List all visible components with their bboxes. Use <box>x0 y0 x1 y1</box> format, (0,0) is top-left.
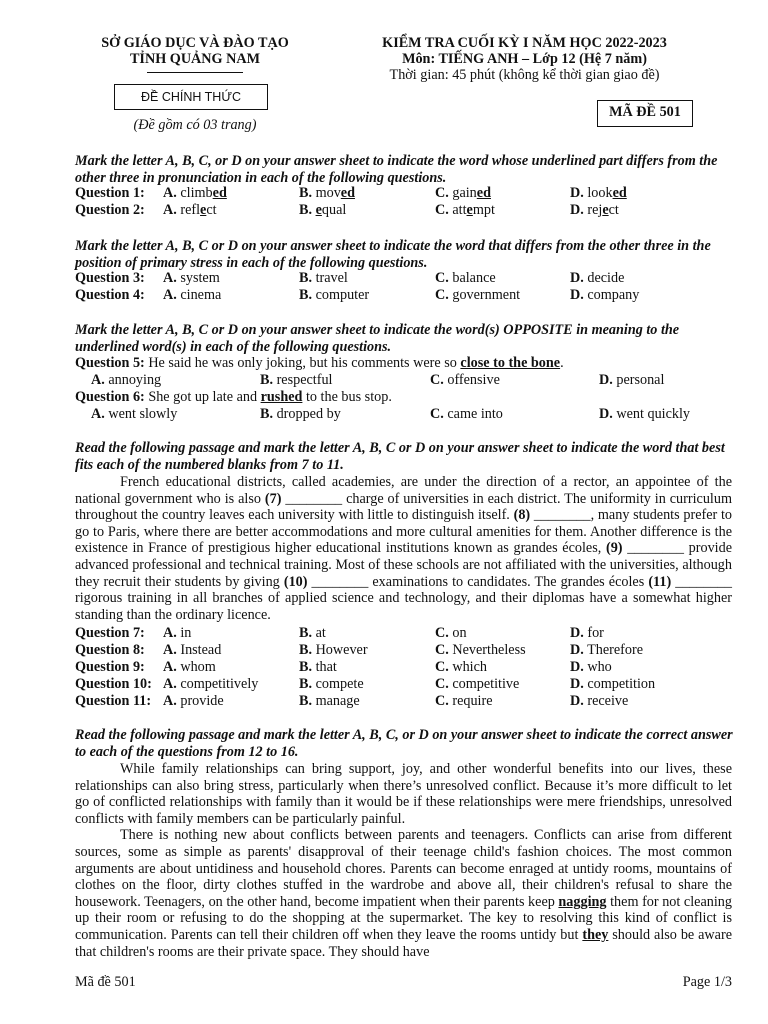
option-letter: B. <box>299 185 313 201</box>
exam-code-box: MÃ ĐỀ 501 <box>597 100 693 127</box>
answer-option <box>570 287 639 304</box>
footer-page-number: Page 1/3 <box>682 974 732 990</box>
option-text: rej <box>587 202 603 218</box>
answer-option <box>260 406 341 423</box>
answer-option <box>599 372 664 389</box>
option-text: personal <box>616 372 665 388</box>
option-letter: C. <box>435 676 449 692</box>
question-label: Question 9: <box>75 659 145 675</box>
question-row <box>75 676 735 693</box>
answer-option <box>570 693 628 710</box>
option-letter: A. <box>163 625 177 641</box>
answer-option <box>299 185 355 202</box>
answer-option <box>299 676 364 693</box>
option-text: ct <box>608 202 619 218</box>
question-5-text-pre: He said he was only joking, but his comments were so <box>144 355 461 371</box>
question-6-text-pre: She got up late and <box>144 389 261 405</box>
answer-option <box>570 676 655 693</box>
option-letter: A. <box>163 642 177 658</box>
option-text: refl <box>180 202 201 218</box>
answer-option <box>260 372 333 389</box>
answer-option <box>91 372 161 389</box>
option-text: came into <box>447 406 503 422</box>
answer-option <box>435 659 487 676</box>
answer-option <box>299 287 369 304</box>
question-5-stem <box>75 355 735 372</box>
option-text: look <box>587 185 613 201</box>
department-name: SỞ GIÁO DỤC VÀ ĐÀO TẠO <box>101 35 289 51</box>
option-text: on <box>452 625 467 641</box>
option-underlined-part: e <box>200 202 207 218</box>
option-text: respectful <box>276 372 333 388</box>
answer-option <box>299 625 326 642</box>
option-text: system <box>180 270 220 286</box>
answer-option <box>570 659 612 676</box>
option-text: gain <box>452 185 477 201</box>
option-letter: B. <box>299 676 313 692</box>
option-letter: D. <box>570 642 584 658</box>
answer-option <box>163 642 221 659</box>
answer-option <box>435 202 495 219</box>
answer-option <box>163 287 221 304</box>
answer-option <box>570 642 643 659</box>
answer-option <box>570 202 619 219</box>
answer-option <box>163 676 258 693</box>
option-text: travel <box>315 270 348 286</box>
header-divider <box>147 72 243 73</box>
exam-title: KIỂM TRA CUỐI KỲ I NĂM HỌC 2022-2023 <box>382 35 667 51</box>
option-underlined-part: e <box>315 202 322 218</box>
option-letter: B. <box>299 625 313 641</box>
passage-text: ________ provide advanced professional and technical training. Most of these schools are not affiliated with the universities, although they recruit their students by giving <box>75 540 732 590</box>
blank-number: (8) <box>513 507 531 524</box>
question-row <box>75 642 735 659</box>
passage-text: them for not cleaning up their room or refusing to do the shopping at the supermarket. The key to resolving this kind of conflict is communication. Parents can tell their children off when they leave the rooms untidy but <box>75 893 732 943</box>
question-label: Question 11: <box>75 693 152 709</box>
question-6-text-post: to the bus stop. <box>302 389 392 405</box>
option-text: who <box>587 659 612 675</box>
option-letter: C. <box>435 287 449 303</box>
option-letter: D. <box>570 693 584 709</box>
option-text: att <box>452 202 467 218</box>
option-letter: D. <box>570 185 584 201</box>
option-letter: C. <box>430 372 444 388</box>
option-letter: D. <box>599 372 613 388</box>
option-text: dropped by <box>276 406 341 422</box>
answer-option <box>163 693 224 710</box>
section2-instruction: Mark the letter A, B, C or D on your answer sheet to indicate the word that differs from the other three in the position of primary stress in each of the following questions. <box>75 238 711 271</box>
question-label: Question 1: <box>75 185 145 201</box>
option-letter: D. <box>570 270 584 286</box>
question-5-label: Question 5: <box>75 355 145 371</box>
option-text: However <box>315 642 368 658</box>
answer-option <box>299 693 360 710</box>
passage-text: ________ rigorous training in all branches of applied science and technology, and their diplomas have a somewhat higher standing than the ordinary licence. <box>75 573 732 623</box>
official-exam-box: ĐỀ CHÍNH THỨC <box>114 84 268 110</box>
section3-instruction: Mark the letter A, B, C or D on your answer sheet to indicate the word(s) OPPOSITE in meaning to the underlined word(s) in each of the following questions. <box>75 322 680 355</box>
option-underlined-part: ed <box>612 185 627 201</box>
option-letter: C. <box>435 642 449 658</box>
option-letter: B. <box>260 406 274 422</box>
option-text: company <box>587 287 640 303</box>
option-text: in <box>180 625 192 641</box>
answer-option <box>299 659 337 676</box>
passage-2-paragraph-2 <box>75 827 732 960</box>
answer-option <box>570 270 624 287</box>
answer-option <box>570 185 627 202</box>
blank-number: (7) <box>264 490 282 507</box>
option-letter: A. <box>163 676 177 692</box>
answer-option <box>163 185 227 202</box>
option-letter: A. <box>163 693 177 709</box>
option-text: annoying <box>108 372 162 388</box>
question-label: Question 3: <box>75 270 145 286</box>
question-row <box>75 287 735 304</box>
option-text: ct <box>206 202 217 218</box>
option-underlined-part: e <box>466 202 473 218</box>
exam-subject: Môn: TIẾNG ANH – Lớp 12 (Hệ 7 năm) <box>402 51 647 67</box>
option-text: whom <box>180 659 216 675</box>
option-letter: A. <box>163 185 177 201</box>
option-letter: B. <box>299 270 313 286</box>
option-underlined-part: ed <box>340 185 355 201</box>
option-text: went slowly <box>108 406 178 422</box>
section1-instruction: Mark the letter A, B, C, or D on your answer sheet to indicate the word whose underlined part differs from the other three in pronunciation in each of the following questions. <box>75 153 718 186</box>
option-letter: A. <box>163 287 177 303</box>
option-letter: A. <box>163 659 177 675</box>
answer-option <box>599 406 690 423</box>
answer-option <box>435 642 526 659</box>
question-label: Question 10: <box>75 676 152 692</box>
question-label: Question 4: <box>75 287 145 303</box>
option-underlined-part: ed <box>212 185 227 201</box>
option-letter: D. <box>570 676 584 692</box>
option-letter: D. <box>570 287 584 303</box>
pages-note: (Đề gồm có 03 trang) <box>133 117 257 133</box>
option-letter: B. <box>299 659 313 675</box>
option-text: manage <box>315 693 360 709</box>
option-letter: C. <box>435 625 449 641</box>
section5-instruction: Read the following passage and mark the letter A, B, C, or D on your answer sheet to indicate the correct answer to each of the questions from 12 to 16. <box>75 727 733 760</box>
answer-option <box>435 693 493 710</box>
option-text: cinema <box>180 287 222 303</box>
question-label: Question 8: <box>75 642 145 658</box>
answer-option <box>570 625 604 642</box>
option-letter: C. <box>435 270 449 286</box>
passage-text: ________ charge of universities in each district. The uniformity in curriculum throughout the country leaves each university with little to distinguish itself. <box>75 490 733 524</box>
answer-option <box>163 659 216 676</box>
section4-instruction: Read the following passage and mark the letter A, B, C or D on your answer sheet to indicate the word that best fits each of the numbered blanks from 7 to 11. <box>75 440 725 473</box>
question-row <box>75 185 735 202</box>
option-text: competitive <box>452 676 520 692</box>
option-letter: B. <box>299 202 313 218</box>
option-text: compete <box>315 676 364 692</box>
answer-option <box>430 406 503 423</box>
answer-option <box>435 270 496 287</box>
option-letter: D. <box>570 625 584 641</box>
answer-option <box>299 202 346 219</box>
option-text: mov <box>315 185 341 201</box>
option-text: for <box>587 625 604 641</box>
option-letter: C. <box>435 202 449 218</box>
passage-text: There is nothing new about conflicts between parents and teenagers. Conflicts can arise from different sources, some as simple as parents' disapproval of their teenage child's fashion choices. The most common arguments are about untidiness and household chores. Parents can become enraged at untidy rooms, mountains of clothes on the floor, dirty clothes stuffed in the wardrobe and above all, their children's refusal to share the housework. Teenagers, on the other hand, become impatient when their parents keep <box>75 827 732 910</box>
passage-text: ________, many students prefer to go to Paris, where there are better accommodations and more cultural amenities for them. Another difference is the existence in France of prestigious higher educational institutions known as grandes écoles, <box>75 507 733 557</box>
option-letter: D. <box>599 406 613 422</box>
option-text: provide <box>180 693 224 709</box>
passage-2-paragraph-1: While family relationships can bring support, joy, and other wonderful benefits into our lives, these relationships can also bring stress, particularly when there’s unresolved conflict. Because it’s more difficult to let go of conflicted relationships with family than it would be if these relationships were mere friendships, unresolved conflicts with family members can be particularly painful. <box>75 761 732 827</box>
blank-number: (11) <box>648 573 672 590</box>
question-6-stem <box>75 389 735 406</box>
option-letter: A. <box>91 372 105 388</box>
question-row <box>75 659 735 676</box>
question-5-text-post: . <box>560 355 564 371</box>
option-letter: C. <box>435 693 449 709</box>
answer-option <box>430 372 500 389</box>
option-text: went quickly <box>616 406 691 422</box>
passage-text: should also be aware that children's rooms are their private space. They should have <box>75 926 732 960</box>
option-text: qual <box>321 202 347 218</box>
question-row <box>75 693 735 710</box>
answer-option <box>435 185 491 202</box>
answer-option <box>163 202 217 219</box>
question-row <box>75 202 735 219</box>
option-text: offensive <box>447 372 500 388</box>
answer-option <box>163 270 220 287</box>
underlined-word: nagging <box>558 893 607 910</box>
passage-text: French educational districts, called academies, are under the direction of a rector, an appointee of the national government who is also <box>75 474 732 507</box>
footer-exam-code: Mã đề 501 <box>75 974 136 990</box>
answer-option <box>299 642 368 659</box>
question-row <box>75 625 735 642</box>
option-letter: D. <box>570 659 584 675</box>
answer-option <box>163 625 191 642</box>
option-letter: C. <box>430 406 444 422</box>
option-letter: A. <box>91 406 105 422</box>
option-text: receive <box>587 693 629 709</box>
answer-option <box>435 625 467 642</box>
option-text: at <box>315 625 326 641</box>
province-name: TỈNH QUẢNG NAM <box>129 51 261 67</box>
option-letter: A. <box>163 202 177 218</box>
option-text: government <box>452 287 521 303</box>
option-letter: C. <box>435 185 449 201</box>
option-text: decide <box>587 270 625 286</box>
option-letter: B. <box>260 372 274 388</box>
option-underlined-part: ed <box>476 185 491 201</box>
option-letter: B. <box>299 693 313 709</box>
option-text: which <box>452 659 488 675</box>
option-letter: A. <box>163 270 177 286</box>
passage-2 <box>75 761 732 960</box>
option-letter: D. <box>570 202 584 218</box>
exam-time: Thời gian: 45 phút (không kể thời gian giao đề) <box>389 67 660 83</box>
blank-number: (10) <box>283 573 308 590</box>
option-text: balance <box>452 270 496 286</box>
question-label: Question 2: <box>75 202 145 218</box>
question-5-underlined: close to the bone <box>460 355 561 371</box>
question-6-underlined: rushed <box>260 389 303 405</box>
underlined-word: they <box>582 926 609 943</box>
option-text: computer <box>315 287 370 303</box>
option-text: climb <box>180 185 213 201</box>
option-text: that <box>315 659 337 675</box>
option-letter: C. <box>435 659 449 675</box>
passage-1 <box>75 474 732 623</box>
passage-text: ________ examinations to candidates. The grandes écoles <box>307 573 649 590</box>
option-text: require <box>452 693 493 709</box>
answer-option <box>435 287 520 304</box>
option-text: mpt <box>472 202 495 218</box>
option-text: Instead <box>180 642 222 658</box>
option-letter: B. <box>299 287 313 303</box>
option-text: Therefore <box>587 642 644 658</box>
answer-option <box>435 676 519 693</box>
option-text: competition <box>587 676 656 692</box>
answer-option <box>299 270 348 287</box>
option-text: Nevertheless <box>452 642 526 658</box>
question-row <box>75 270 735 287</box>
option-letter: B. <box>299 642 313 658</box>
question-label: Question 7: <box>75 625 145 641</box>
answer-option <box>91 406 177 423</box>
question-6-label: Question 6: <box>75 389 145 405</box>
option-text: competitively <box>180 676 259 692</box>
blank-number: (9) <box>605 540 623 557</box>
option-underlined-part: e <box>602 202 609 218</box>
